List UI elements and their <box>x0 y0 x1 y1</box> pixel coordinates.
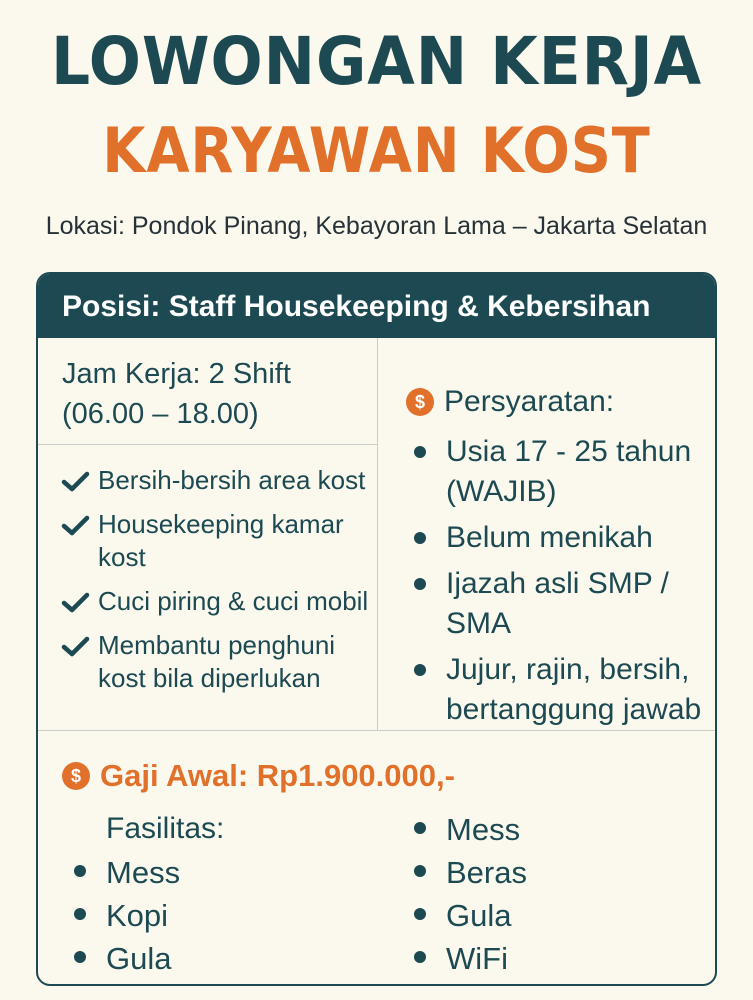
task-text: Cuci piring & cuci mobil <box>98 586 369 616</box>
dollar-coin-icon: $ <box>62 762 90 790</box>
facilities-list-right <box>410 808 527 980</box>
requirement-item <box>410 432 715 512</box>
check-icon <box>60 510 90 540</box>
requirement-item <box>410 518 715 558</box>
task-text: Membantu penghuni kost bila diperlukan <box>98 630 336 693</box>
requirement-text: Jujur, rajin, bersih, bertanggung jawab <box>446 653 702 726</box>
requirement-text: Ijazah asli SMP / SMA <box>446 567 669 640</box>
position-header: Posisi: Staff Housekeeping & Kebersihan <box>38 274 715 338</box>
bullet-dot-icon <box>414 578 426 590</box>
facility-text: Mess <box>106 855 181 890</box>
facilities-title: Fasilitas: <box>106 812 225 845</box>
requirements-list <box>410 432 715 736</box>
facility-text: Kopi <box>106 898 169 933</box>
bullet-dot-icon <box>414 865 426 877</box>
facility-item <box>70 894 180 937</box>
task-text: Bersih-bersih area kost <box>98 465 366 495</box>
title-line-2: KARYAWAN KOST <box>102 114 651 187</box>
coin-icon: $ <box>406 388 434 416</box>
facility-text: Gula <box>446 898 512 933</box>
facility-item <box>410 937 527 980</box>
title-line-1: LOWONGAN KERJA <box>50 23 703 100</box>
task-item <box>60 629 380 695</box>
bullet-dot-icon <box>74 951 86 963</box>
work-hours <box>62 354 362 434</box>
facility-text: Mess <box>446 812 521 847</box>
task-item <box>60 464 380 497</box>
bullet-dot-icon <box>74 865 86 877</box>
bullet-dot-icon <box>74 908 86 920</box>
facility-item <box>410 894 527 937</box>
facility-item <box>70 937 180 980</box>
facility-text: WiFi <box>446 941 508 976</box>
bullet-dot-icon <box>414 664 426 676</box>
facilities-list-left <box>70 851 180 980</box>
facility-text: Beras <box>446 855 527 890</box>
job-card <box>36 272 717 986</box>
bullet-dot-icon <box>414 532 426 544</box>
bullet-dot-icon <box>414 908 426 920</box>
requirements-heading <box>406 382 614 422</box>
check-icon <box>60 466 90 496</box>
hours-divider <box>38 444 377 445</box>
work-hours-line-2: (06.00 – 18.00) <box>62 398 259 430</box>
requirement-item <box>410 564 715 644</box>
bullet-dot-icon <box>414 446 426 458</box>
salary-text: Gaji Awal: Rp1.900.000,- <box>100 758 455 793</box>
facility-text: Gula <box>106 941 172 976</box>
check-icon <box>60 587 90 617</box>
task-list <box>60 464 380 706</box>
bullet-dot-icon <box>414 822 426 834</box>
facility-item <box>410 808 527 851</box>
requirement-text: Belum menikah <box>446 521 653 554</box>
check-icon <box>60 631 90 661</box>
task-item <box>60 585 380 618</box>
requirement-item <box>410 650 715 730</box>
task-text: Housekeeping kamar kost <box>98 509 344 572</box>
bullet-dot-icon <box>414 951 426 963</box>
salary-line <box>62 754 455 798</box>
requirements-title: Persyaratan: <box>444 385 615 418</box>
facility-item <box>410 851 527 894</box>
work-hours-line-1: Jam Kerja: 2 Shift <box>62 358 291 390</box>
facility-item <box>70 851 180 894</box>
location-text: Lokasi: Pondok Pinang, Kebayoran Lama – Jakarta Selatan <box>45 212 708 240</box>
task-item <box>60 508 380 574</box>
requirement-text: Usia 17 - 25 tahun (WAJIB) <box>446 435 692 508</box>
